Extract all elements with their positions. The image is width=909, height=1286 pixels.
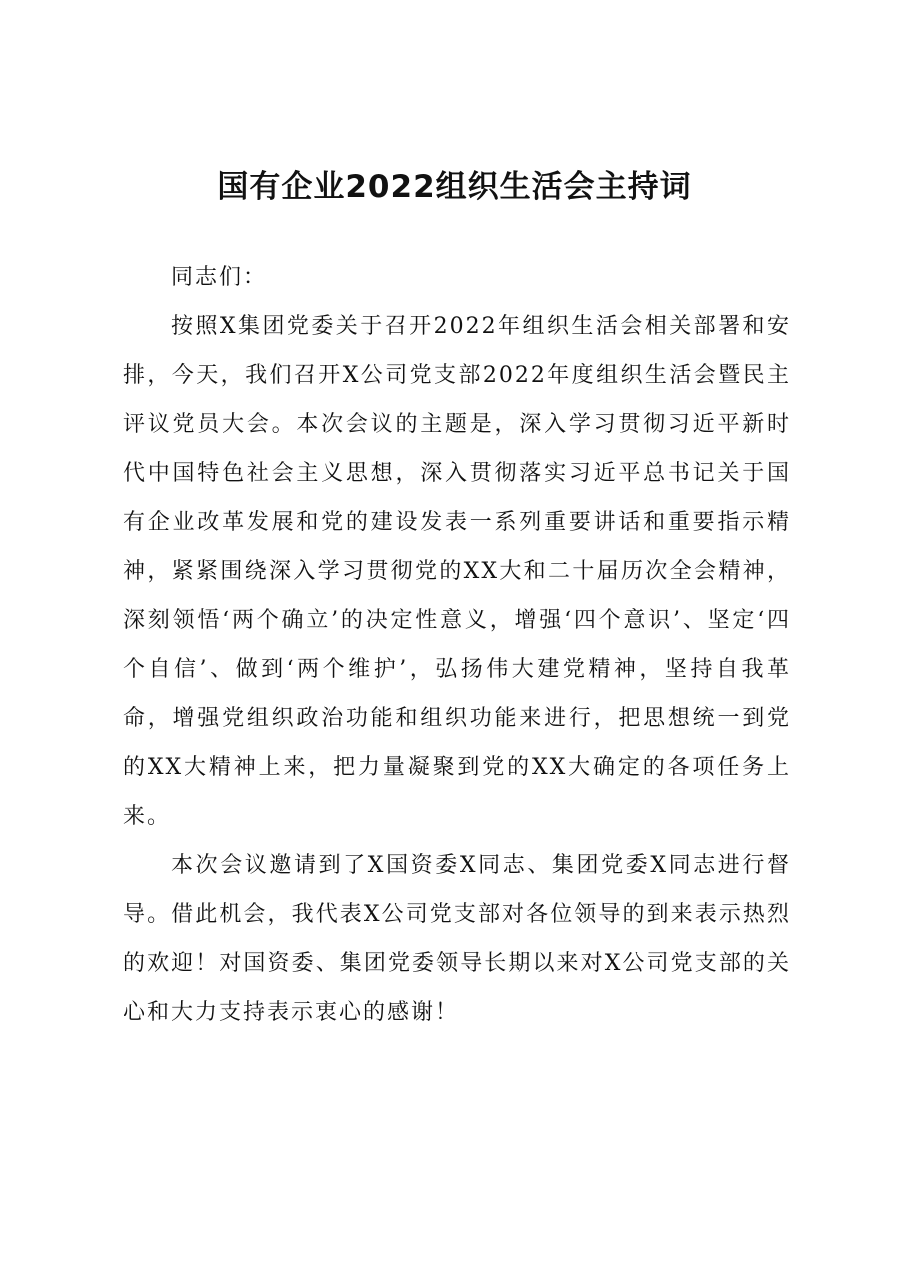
paragraph-meeting-purpose: 按照X集团党委关于召开2022年组织生活会相关部署和安排，今天，我们召开X公司党支部2022年度组织生活会暨民主评议党员大会。本次会议的主题是，深入学习贯彻习近平新时代中国特色社会主义思想，深入贯彻落实习近平总书记关于国有企业改革发展和党的建设发表一系列重要讲话和重要指示精神，紧紧围绕深入学习贯彻党的XX大和二十届历次全会精神，深刻领悟‘两个确立’的决定性意义，增强‘四个意识’、坚定‘四个自信’、做到‘两个维护’，弘扬伟大建党精神，坚持自我革命，增强党组织政治功能和组织功能来进行，把思想统一到党的XX大精神上来，把力量凝聚到党的XX大确定的各项任务上来。 [123,314,791,829]
paragraph-salutation: 同志们： [171,265,268,290]
paragraph-welcome: 本次会议邀请到了X国资委X同志、集团党委X同志进行督导。借此机会，我代表X公司党支部对各位领导的到来表示热烈的欢迎！对国资委、集团党委领导长期以来对X公司党支部的关心和大力支持表示衷心的感谢！ [123,853,791,1025]
document-body [123,253,791,1037]
document-title: 国有企业2022组织生活会主持词 [217,169,692,205]
